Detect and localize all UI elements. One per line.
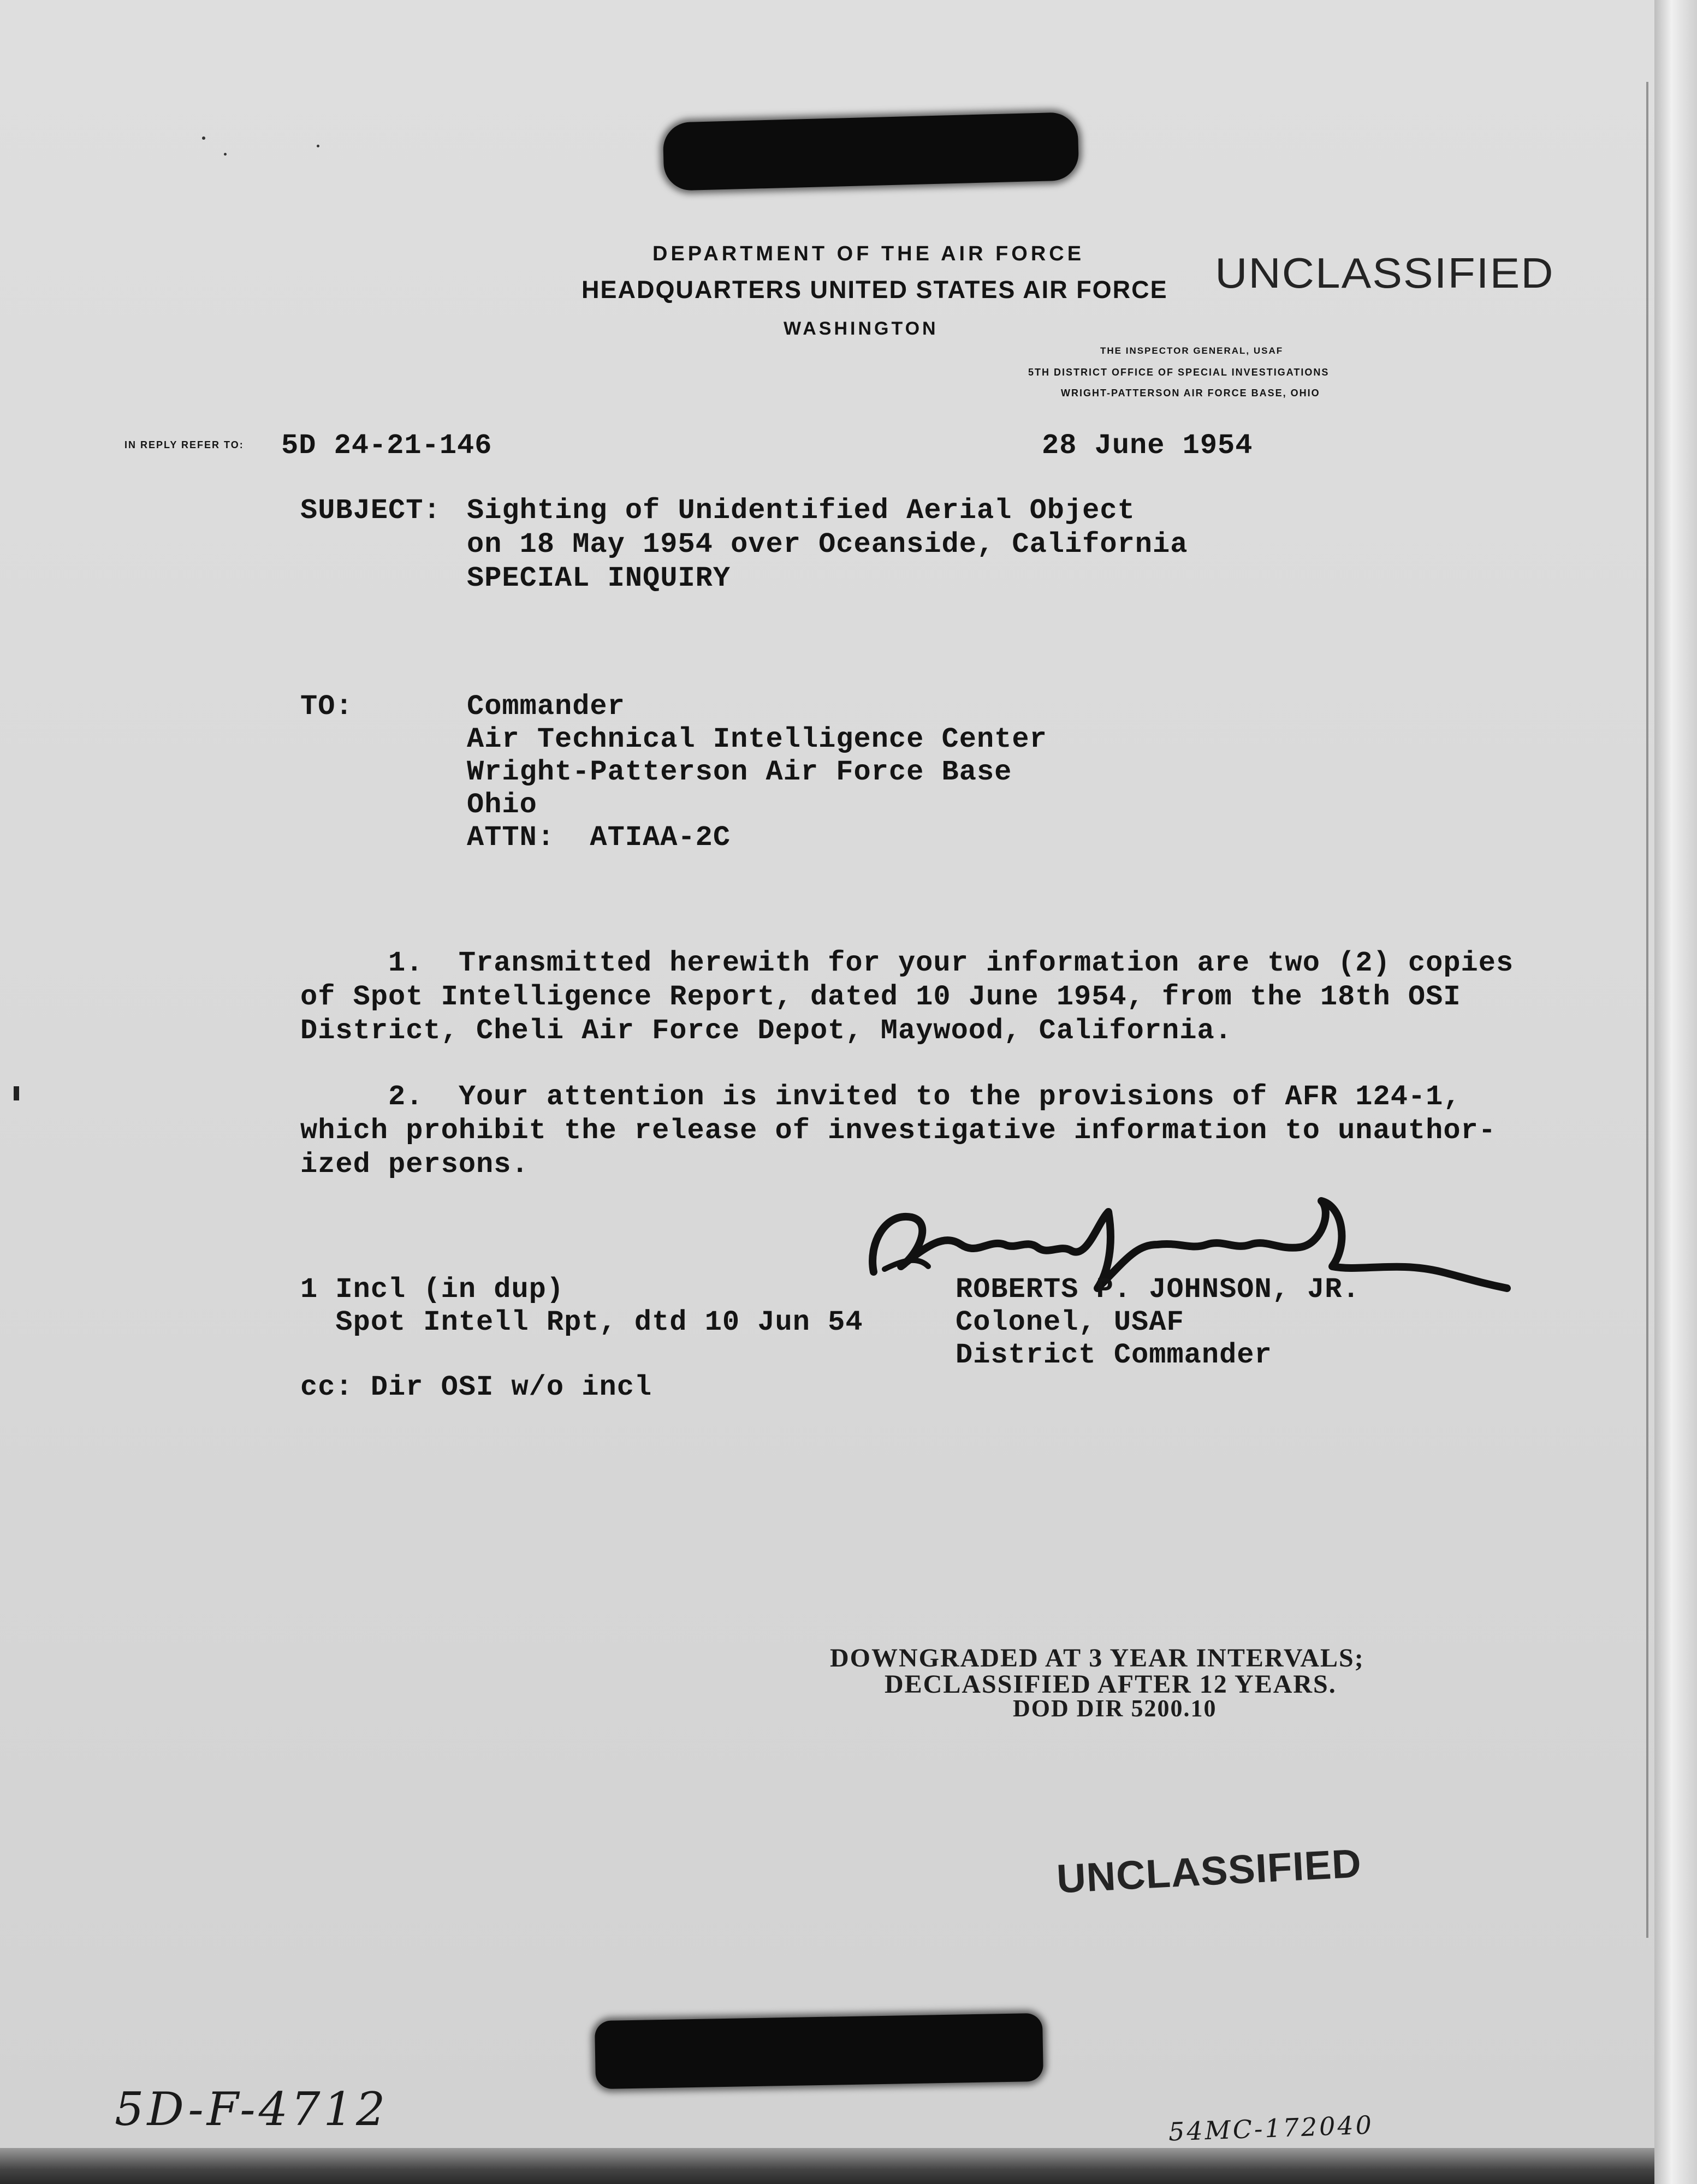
enclosure-line-2: Spot Intell Rpt, dtd 10 Jun 54: [300, 1306, 863, 1338]
reference-number: 5D 24-21-146: [281, 430, 493, 462]
paragraph-1-line: 1. Transmitted herewith for your information are two (2) copies: [300, 947, 1514, 979]
margin-mark: [14, 1086, 19, 1100]
signer-title: District Commander: [956, 1339, 1272, 1371]
classification-stamp-top: UNCLASSIFIED: [1215, 249, 1554, 297]
signer-rank: Colonel, USAF: [956, 1306, 1184, 1338]
letterhead-city: WASHINGTON: [784, 318, 939, 339]
office-district: 5TH DISTRICT OFFICE OF SPECIAL INVESTIGATIONS: [1028, 367, 1330, 378]
to-label: TO:: [300, 691, 353, 723]
paragraph-1-line: District, Cheli Air Force Depot, Maywood, California.: [300, 1015, 1232, 1047]
subject-line-3: SPECIAL INQUIRY: [467, 562, 731, 594]
classification-stamp-bottom: UNCLASSIFIED: [1055, 1840, 1363, 1902]
signer-name: ROBERTS P. JOHNSON, JR.: [956, 1273, 1360, 1306]
letter-date: 28 June 1954: [1042, 430, 1253, 462]
scan-right-border: [1654, 0, 1697, 2184]
paragraph-2-line: which prohibit the release of investigative information to unauthor-: [300, 1115, 1496, 1147]
subject-line-2: on 18 May 1954 over Oceanside, California: [467, 528, 1188, 561]
downgrade-stamp-line-3: DOD DIR 5200.10: [1013, 1695, 1217, 1722]
to-line: ATTN: ATIAA-2C: [467, 822, 731, 854]
subject-line-1: Sighting of Unidentified Aerial Object: [467, 495, 1135, 527]
redaction-blot-bottom: [595, 2013, 1043, 2089]
bottom-right-number: 54MC-172040: [1168, 2110, 1374, 2147]
paragraph-2-line: 2. Your attention is invited to the provisions of AFR 124-1,: [300, 1081, 1461, 1113]
scan-specks: [224, 153, 227, 156]
paragraph-1-line: of Spot Intelligence Report, dated 10 June 1954, from the 18th OSI: [300, 981, 1461, 1013]
paragraph-2-line: ized persons.: [300, 1148, 529, 1181]
cc-line: cc: Dir OSI w/o incl: [300, 1371, 652, 1403]
to-line: Ohio: [467, 789, 537, 821]
office-base: WRIGHT-PATTERSON AIR FORCE BASE, OHIO: [1061, 388, 1320, 398]
scan-specks: [317, 145, 319, 147]
downgrade-stamp-line-2: DECLASSIFIED AFTER 12 YEARS.: [885, 1670, 1337, 1699]
letterhead-department: DEPARTMENT OF THE AIR FORCE: [652, 242, 1085, 265]
to-line: Wright-Patterson Air Force Base: [467, 756, 1012, 788]
page-edge-shadow: [1646, 82, 1648, 1938]
letterhead-headquarters: HEADQUARTERS UNITED STATES AIR FORCE: [582, 276, 1168, 304]
redaction-blot-top: [662, 112, 1079, 191]
enclosure-line-1: 1 Incl (in dup): [300, 1273, 565, 1306]
handwritten-file-number: 5D-F-4712: [115, 2082, 389, 2136]
to-line: Air Technical Intelligence Center: [467, 723, 1047, 755]
scan-specks: [202, 136, 205, 140]
to-line: Commander: [467, 691, 625, 723]
downgrade-stamp-line-1: DOWNGRADED AT 3 YEAR INTERVALS;: [830, 1644, 1364, 1673]
office-inspector-general: THE INSPECTOR GENERAL, USAF: [1100, 346, 1284, 356]
reference-label: IN REPLY REFER TO:: [124, 439, 244, 450]
subject-label: SUBJECT:: [300, 495, 441, 527]
scan-bottom-border: [0, 2148, 1654, 2184]
